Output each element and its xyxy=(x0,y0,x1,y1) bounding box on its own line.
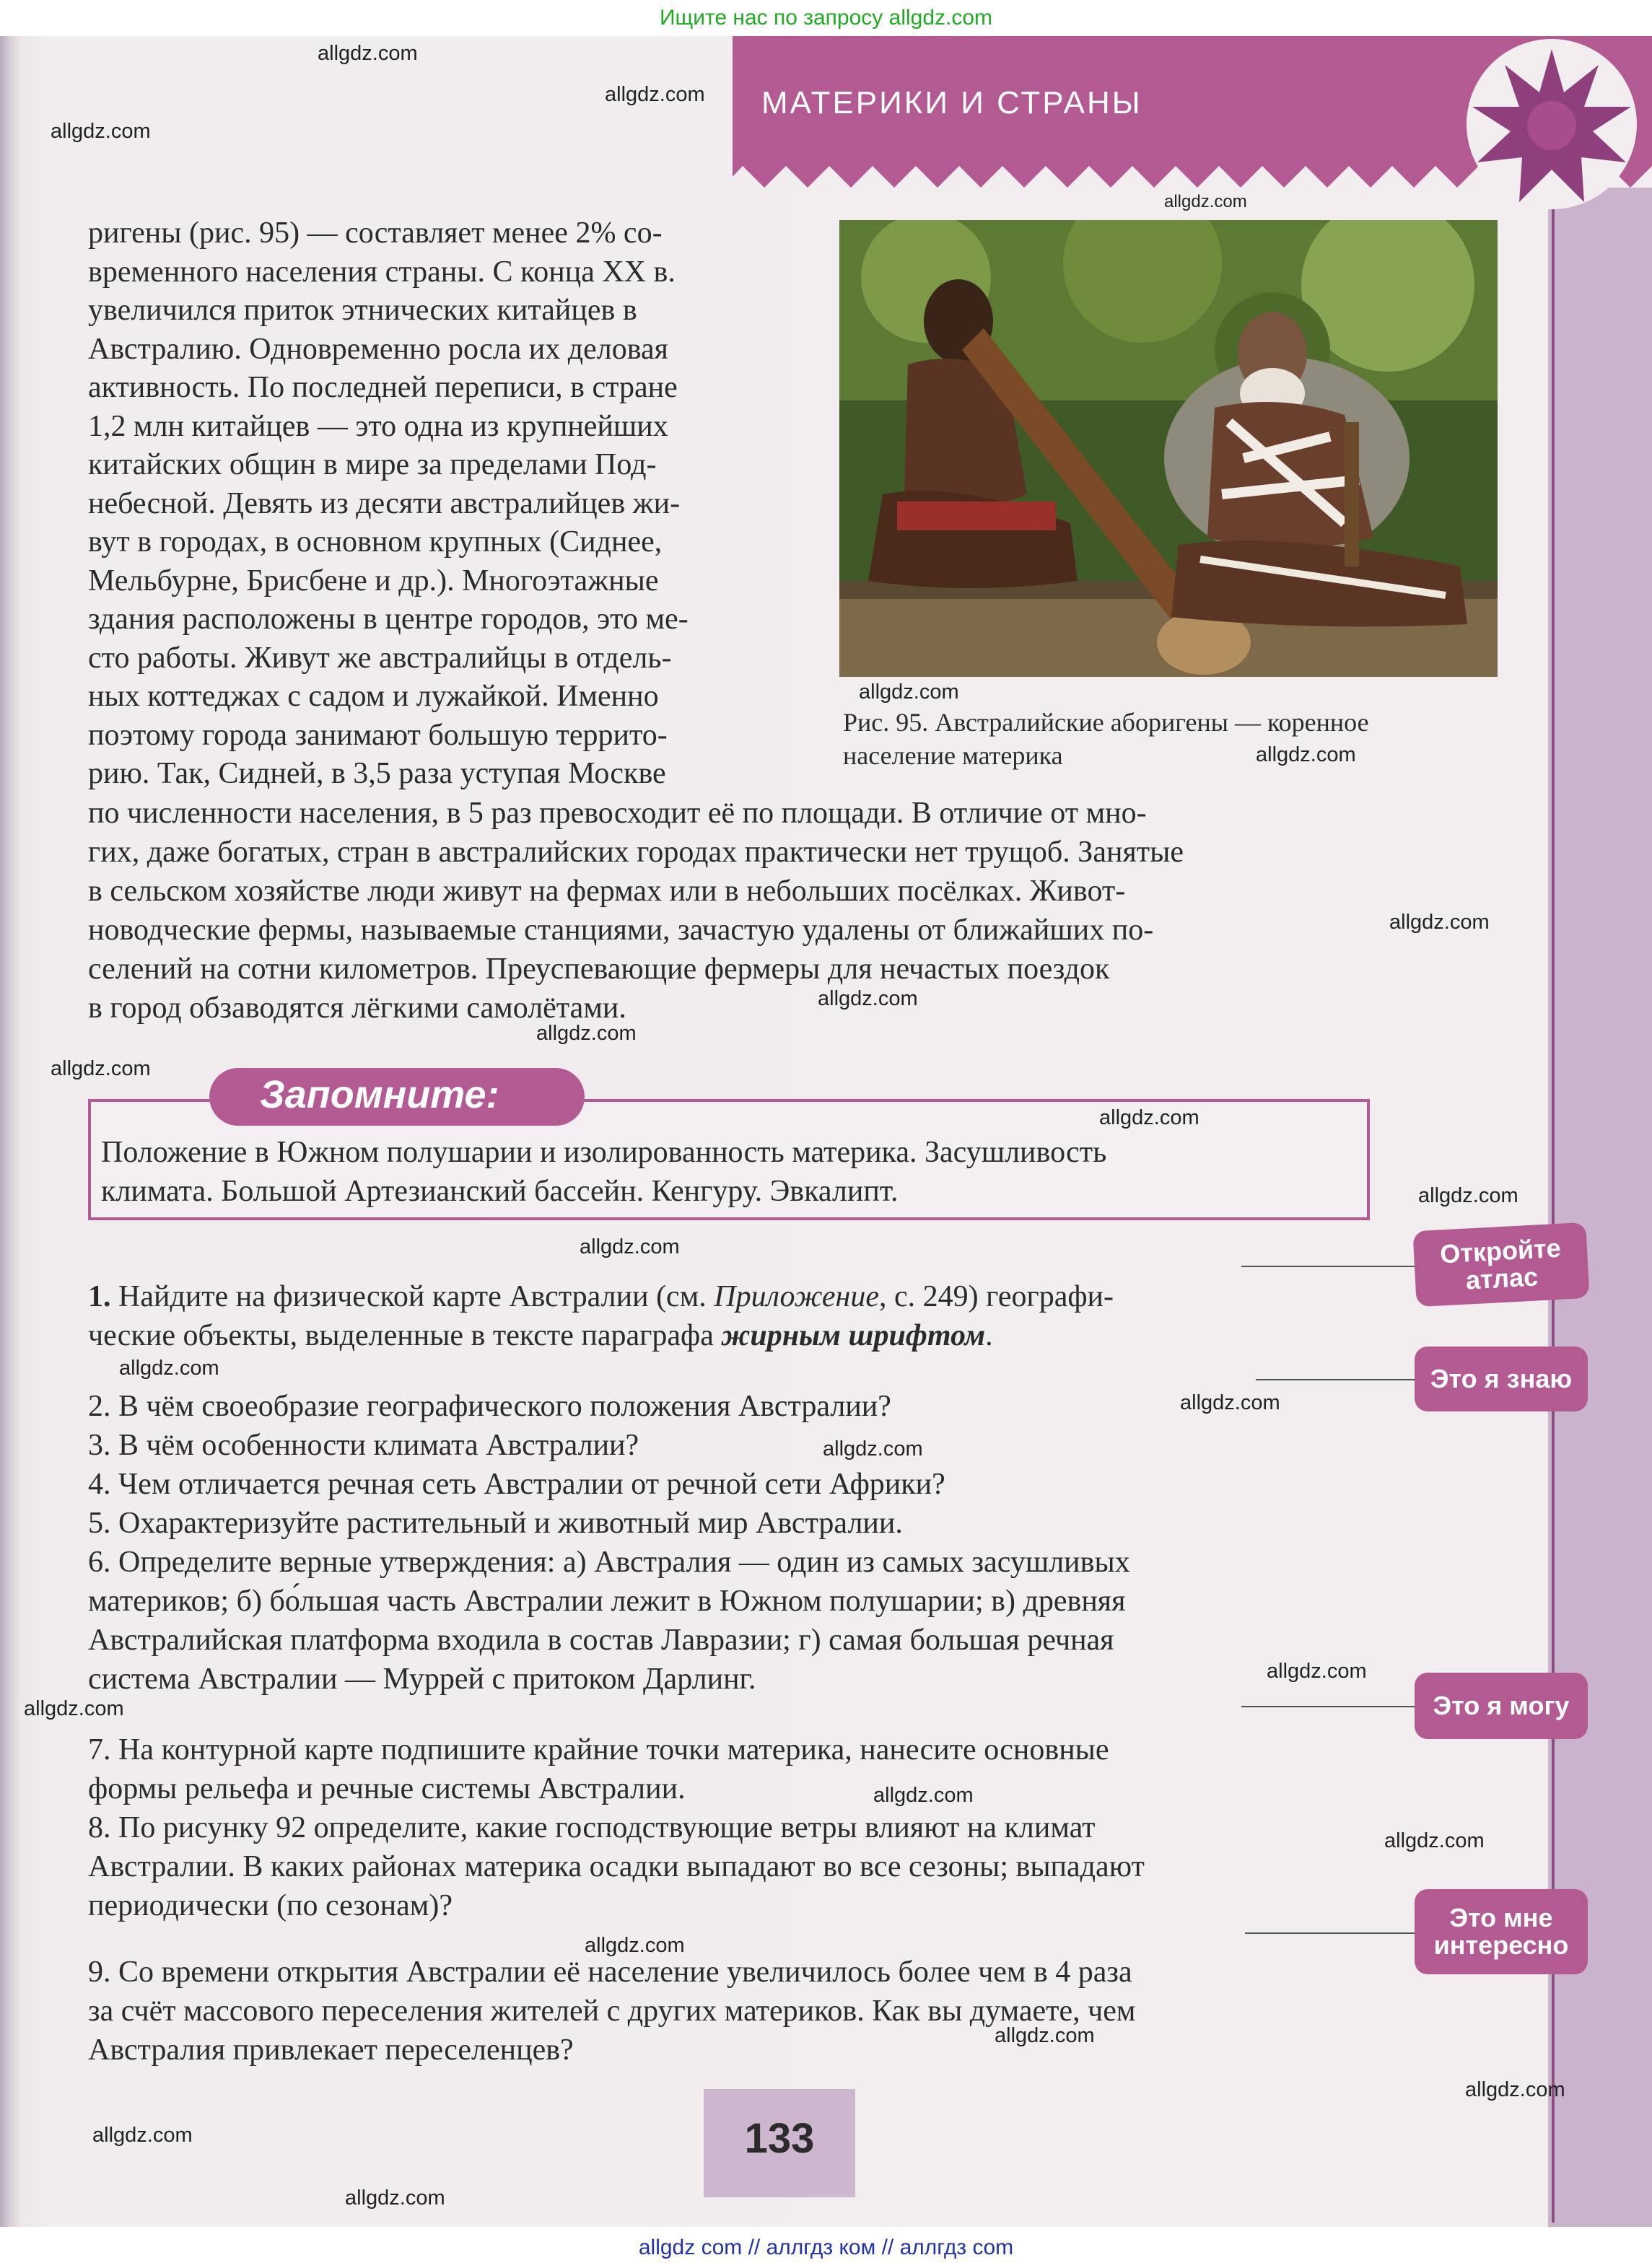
text-line: Австралийская платформа входила в состав Лавразии; г) самая большая речная xyxy=(88,1624,1114,1657)
remember-line: климата. Большой Артезианский бассейн. Кенгуру. Эвкалипт. xyxy=(101,1175,899,1208)
watermark: allgdz.com xyxy=(580,1235,680,1258)
text-line xyxy=(88,1316,1373,1355)
tag-connector-line xyxy=(1241,1706,1415,1707)
watermark: allgdz.com xyxy=(1099,1106,1199,1129)
text-line: здания расположены в центре городов, это ме- xyxy=(88,603,689,636)
question-2: 2. В чём своеобразие географического положения Австралии? xyxy=(88,1390,891,1423)
tag-i-know xyxy=(1415,1347,1588,1411)
watermark: allgdz.com xyxy=(24,1697,124,1720)
watermark: allgdz.com xyxy=(585,1934,685,1957)
tag-line: атлас xyxy=(1464,1261,1539,1295)
watermark: allgdz.com xyxy=(1267,1660,1367,1683)
watermark: allgdz.com xyxy=(605,83,705,106)
tag-line: Это я могу xyxy=(1433,1691,1570,1720)
tag-line: Откройте xyxy=(1439,1232,1562,1269)
text-line: увеличился приток этнических китайцев в xyxy=(88,294,637,327)
text-line: в город обзаводятся лёгкими самолётами. xyxy=(88,991,626,1025)
watermark: allgdz.com xyxy=(823,1437,923,1461)
question-9 xyxy=(88,1953,1373,2070)
question-text: . xyxy=(985,1319,993,1352)
watermark: allgdz.com xyxy=(92,2124,193,2147)
watermark: allgdz.com xyxy=(119,1357,219,1380)
aborigines-photo xyxy=(839,220,1498,677)
question-8 xyxy=(88,1808,1373,1925)
question-1 xyxy=(88,1277,1373,1355)
watermark: allgdz.com xyxy=(1164,192,1247,211)
text-line: вут в городах, в основном крупных (Сиднее, xyxy=(88,525,663,559)
text-line: в сельском хозяйстве люди живут на фермах или в небольших посёлках. Живот- xyxy=(88,875,1126,908)
tag-line: Это мне xyxy=(1449,1903,1553,1932)
watermark: allgdz.com xyxy=(318,42,418,65)
text-line: небесной. Девять из десяти австралийцев жи- xyxy=(88,486,681,520)
remember-text xyxy=(101,1133,1360,1211)
question-bold-italic: жирным шрифтом xyxy=(721,1319,986,1352)
watermark: allgdz.com xyxy=(859,680,959,704)
text-line: формы рельефа и речные системы Австралии. xyxy=(88,1772,686,1805)
text-line: периодически (по сезонам)? xyxy=(88,1889,453,1922)
text-line: временного населения страны. С конца XX в. xyxy=(88,255,676,289)
text-line: селений на сотни километров. Преуспевающие фермеры для нечастых поездок xyxy=(88,953,1110,986)
text-line: материков; б) бо́льшая часть Австралии лежит в Южном полушарии; в) древняя xyxy=(88,1585,1126,1618)
remember-label: Запомните: xyxy=(260,1073,499,1116)
watermark: allgdz.com xyxy=(51,1057,151,1080)
text-line: 9. Со времени открытия Австралии её население увеличилось более чем в 4 раза xyxy=(88,1956,1132,1989)
question-number: 1. xyxy=(88,1280,111,1313)
text-line: Мельбурне, Брисбене и др.). Многоэтажные xyxy=(88,564,659,597)
paragraph-full-width xyxy=(88,794,1373,1028)
text-line: сто работы. Живут же австралийцы в отдель- xyxy=(88,641,672,675)
question-text: ческие объекты, выделенные в тексте параграфа xyxy=(88,1319,722,1352)
star-emblem-icon xyxy=(1461,36,1642,213)
watermark: allgdz.com xyxy=(51,120,151,143)
tag-line: Это я знаю xyxy=(1430,1364,1573,1393)
top-banner[interactable]: Ищите нас по запросу allgdz.com xyxy=(0,0,1652,36)
remember-line: Положение в Южном полушарии и изолированность материка. Засушливость xyxy=(101,1136,1107,1169)
tag-connector-line xyxy=(1241,1266,1415,1267)
watermark: allgdz.com xyxy=(1384,1829,1485,1852)
text-line: активность. По последней переписи, в стране xyxy=(88,371,678,404)
text-line xyxy=(88,1277,1373,1316)
text-line: гих, даже богатых, стран в австралийских городах практически нет трущоб. Занятые xyxy=(88,836,1184,869)
question-5: 5. Охарактеризуйте растительный и животный мир Австралии. xyxy=(88,1507,903,1540)
text-line: 1,2 млн китайцев — это одна из крупнейших xyxy=(88,409,668,443)
text-line: 8. По рисунку 92 определите, какие господствующие ветры влияют на климат xyxy=(88,1811,1096,1844)
question-3: 3. В чём особенности климата Австралии? xyxy=(88,1429,639,1462)
tag-i-can xyxy=(1415,1673,1588,1739)
question-4: 4. Чем отличается речная сеть Австралии от речной сети Африки? xyxy=(88,1468,945,1501)
header-title: МАТЕРИКИ И СТРАНЫ xyxy=(761,85,1142,121)
watermark: allgdz.com xyxy=(818,987,918,1010)
page-number: 133 xyxy=(744,2115,815,2162)
question-text: Найдите на физической карте Австралии (см. xyxy=(110,1280,714,1313)
text-line: ригены (рис. 95) — составляет менее 2% со- xyxy=(88,216,663,250)
watermark: allgdz.com xyxy=(1465,2078,1565,2101)
text-line: китайских общин в мире за пределами Под- xyxy=(88,448,657,481)
text-line: по численности населения, в 5 раз превосходит её по площади. В отличие от мно- xyxy=(88,797,1147,830)
question-text: , с. 249) географи- xyxy=(879,1280,1114,1313)
text-line: система Австралии — Муррей с притоком Дарлинг. xyxy=(88,1663,756,1696)
figure-caption xyxy=(843,706,1496,772)
watermark: allgdz.com xyxy=(873,1784,974,1807)
watermark: allgdz.com xyxy=(995,2024,1095,2047)
text-line: новодческие фермы, называемые станциями, зачастую удалены от ближайших по- xyxy=(88,914,1154,947)
tag-connector-line xyxy=(1245,1932,1415,1934)
watermark: allgdz.com xyxy=(536,1022,637,1045)
bottom-banner[interactable]: allgdz com // аллгдз ком // аллгдз com xyxy=(0,2227,1652,2268)
text-line: 6. Определите верные утверждения: а) Австралия — один из самых засушливых xyxy=(88,1546,1130,1579)
question-6 xyxy=(88,1543,1373,1699)
text-line: Австралии. В каких районах материка осадки выпадают во все сезоны; выпадают xyxy=(88,1850,1145,1883)
text-line: за счёт массового переселения жителей с других материков. Как вы думаете, чем xyxy=(88,1995,1136,2028)
tag-line: интересно xyxy=(1433,1930,1569,1960)
watermark: allgdz.com xyxy=(1418,1184,1518,1207)
text-line: поэтому города занимают большую террито- xyxy=(88,718,668,752)
tag-connector-line xyxy=(1256,1379,1415,1380)
text-line: Австралию. Одновременно росла их деловая xyxy=(88,332,668,366)
text-line: рию. Так, Сидней, в 3,5 раза уступая Москве xyxy=(88,757,666,790)
question-emphasis: Приложение xyxy=(714,1280,880,1313)
tag-interesting xyxy=(1415,1889,1588,1974)
question-7 xyxy=(88,1730,1373,1808)
text-line: Австралия привлекает переселенцев? xyxy=(88,2033,574,2067)
text-line: ных коттеджах с садом и лужайкой. Именно xyxy=(88,680,659,713)
caption-line: население материка xyxy=(843,741,1063,770)
watermark: allgdz.com xyxy=(1389,911,1490,934)
caption-line: Рис. 95. Австралийские аборигены — коренное xyxy=(843,708,1369,737)
watermark: allgdz.com xyxy=(1180,1391,1280,1414)
watermark: allgdz.com xyxy=(1256,743,1356,766)
tag-open-atlas xyxy=(1412,1222,1589,1307)
watermark: allgdz.com xyxy=(345,2186,445,2210)
paragraph-left-column xyxy=(88,214,799,794)
text-line: 7. На контурной карте подпишите крайние точки материка, нанесите основные xyxy=(88,1733,1109,1766)
